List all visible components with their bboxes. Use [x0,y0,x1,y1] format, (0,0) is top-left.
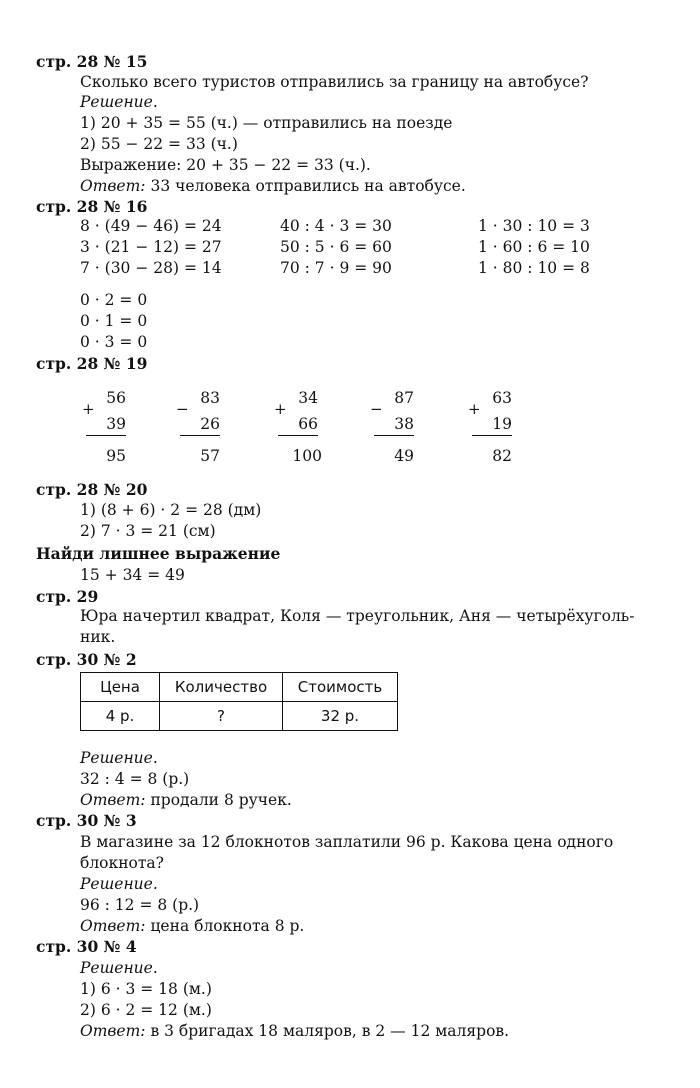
expression: 1 · 30 : 10 = 3 [478,217,590,235]
table-row [81,702,398,731]
answer-line [80,176,466,196]
result: 49 [394,447,414,465]
expression-column-3 [478,216,590,279]
result: 100 [292,447,322,465]
table-cell: 4 р. [81,702,160,731]
expression-column-4 [80,290,147,353]
operand-bottom: 39 [106,415,126,433]
operand-bottom: 19 [492,415,512,433]
text-line: Юра начертил квадрат, Коля — треугольник, Аня — четырёхуголь- [80,607,635,625]
solution-label: Решение. [80,959,158,977]
solution-step: 32 : 4 = 8 (р.) [80,770,190,788]
answer-label: Ответ: [80,791,146,809]
heading-30-4: стр. 30 № 4 [36,937,137,956]
paragraph-text [80,606,676,648]
expression-line: 15 + 34 = 49 [80,566,185,584]
answer-text: в 3 бригадах 18 маляров, в 2 — 12 маляров. [150,1022,510,1040]
table-header-cell: Количество [160,673,283,702]
sum-line [86,435,126,436]
heading-odd-expression: Найди лишнее выражение [36,544,281,563]
operand-bottom: 66 [298,415,318,433]
heading-30-3: стр. 30 № 3 [36,811,137,830]
expression-column-2 [280,216,392,279]
solution-step: 2) 7 · 3 = 21 (см) [80,522,216,540]
heading-28-15: стр. 28 № 15 [36,52,148,71]
solution-step: 2) 6 · 2 = 12 (м.) [80,1001,212,1019]
price-quantity-cost-table [80,672,398,731]
table-cell: 32 р. [283,702,398,731]
answer-text: 33 человека отправились на автобусе. [150,177,466,195]
sum-line [278,435,318,436]
table-cell: ? [160,702,283,731]
solution-label: Решение. [80,93,158,111]
expression: 70 : 7 · 9 = 90 [280,259,392,277]
result: 82 [492,447,512,465]
heading-29: стр. 29 [36,587,99,606]
heading-28-20: стр. 28 № 20 [36,480,148,499]
answer-text: цена блокнота 8 р. [150,917,305,935]
answer-label: Ответ: [80,177,146,195]
expression: 40 : 4 · 3 = 30 [280,217,392,235]
solution-label: Решение. [80,875,158,893]
column-addition [468,388,528,468]
operator-sign: + [274,400,287,418]
expression-column-1 [80,216,222,279]
operand-bottom: 38 [394,415,414,433]
expression: 0 · 1 = 0 [80,312,148,330]
solution-step: 2) 55 − 22 = 33 (ч.) [80,135,238,153]
solution-step: 96 : 12 = 8 (р.) [80,896,200,914]
expression-line: Выражение: 20 + 35 − 22 = 33 (ч.). [80,156,371,174]
operator-sign: + [82,400,95,418]
operand-top: 56 [106,389,126,407]
operand-top: 87 [394,389,414,407]
operator-sign: + [468,400,481,418]
heading-28-16: стр. 28 № 16 [36,197,148,216]
table-header-cell: Цена [81,673,160,702]
result: 57 [200,447,220,465]
column-addition [274,388,334,468]
expression: 50 : 5 · 6 = 60 [280,238,392,256]
sum-line [180,435,220,436]
operand-bottom: 26 [200,415,220,433]
table-header-cell: Стоимость [283,673,398,702]
sum-line [472,435,512,436]
text-line: блокнота? [80,854,164,872]
expression: 3 · (21 − 12) = 27 [80,238,222,256]
text-line: В магазине за 12 блокнотов заплатили 96 р. Какова цена одного [80,833,614,851]
column-subtraction [176,388,236,468]
expression: 8 · (49 − 46) = 24 [80,217,222,235]
expression: 0 · 2 = 0 [80,291,148,309]
answer-text: продали 8 ручек. [150,791,292,809]
solution-step: 1) 6 · 3 = 18 (м.) [80,980,212,998]
answer-label: Ответ: [80,917,146,935]
result: 95 [106,447,126,465]
answer-line [80,916,304,936]
expression: 7 · (30 − 28) = 14 [80,259,222,277]
answer-line [80,790,292,810]
operand-top: 63 [492,389,512,407]
answer-line [80,1021,509,1041]
expression: 1 · 80 : 10 = 8 [478,259,590,277]
column-subtraction [370,388,430,468]
heading-30-2: стр. 30 № 2 [36,650,137,669]
operand-top: 34 [298,389,318,407]
column-addition [82,388,142,468]
expression: 0 · 3 = 0 [80,333,148,351]
question-text [80,832,676,874]
operator-sign: − [370,400,383,418]
solution-label: Решение. [80,749,158,767]
solution-step: 1) 20 + 35 = 55 (ч.) — отправились на поезде [80,114,453,132]
text-line: ник. [80,628,116,646]
heading-28-19: стр. 28 № 19 [36,354,148,373]
sum-line [374,435,414,436]
operator-sign: − [176,400,189,418]
solution-step: 1) (8 + 6) · 2 = 28 (дм) [80,501,262,519]
operand-top: 83 [200,389,220,407]
answer-label: Ответ: [80,1022,146,1040]
question-text: Сколько всего туристов отправились за границу на автобусе? [80,73,589,91]
expression: 1 · 60 : 6 = 10 [478,238,590,256]
table-header-row [81,673,398,702]
